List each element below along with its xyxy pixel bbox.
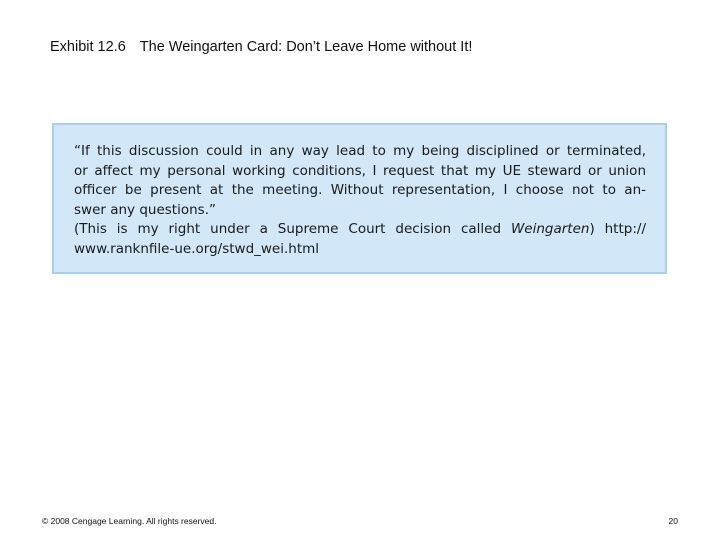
- card-source-suffix: ) http://: [589, 221, 646, 237]
- exhibit-number: Exhibit 12.6: [50, 39, 126, 55]
- case-name: Weingarten: [510, 221, 590, 237]
- exhibit-title: [50, 39, 472, 55]
- card-source-prefix: (This is my right under a Supreme Court decision called: [74, 221, 511, 237]
- card-source-line: [74, 220, 646, 240]
- exhibit-title-text: The Weingarten Card: Don’t Leave Home without It!: [139, 39, 473, 55]
- page-number: 20: [668, 516, 678, 526]
- card-quote-line: or affect my personal working conditions, I request that my UE steward or union: [74, 162, 646, 179]
- card-url: www.ranknfile-ue.org/stwd_wei.html: [74, 240, 320, 257]
- footer-copyright: © 2008 Cengage Learning. All rights reserved.: [42, 516, 217, 526]
- card-quote-line: swer any questions.”: [74, 201, 216, 218]
- card-quote-line: “If this discussion could in any way lead to my being disciplined or terminated,: [74, 143, 646, 159]
- weingarten-card: [52, 123, 667, 274]
- card-text: [74, 142, 646, 259]
- card-quote-line: officer be present at the meeting. Without representation, I choose not to an-: [74, 182, 646, 198]
